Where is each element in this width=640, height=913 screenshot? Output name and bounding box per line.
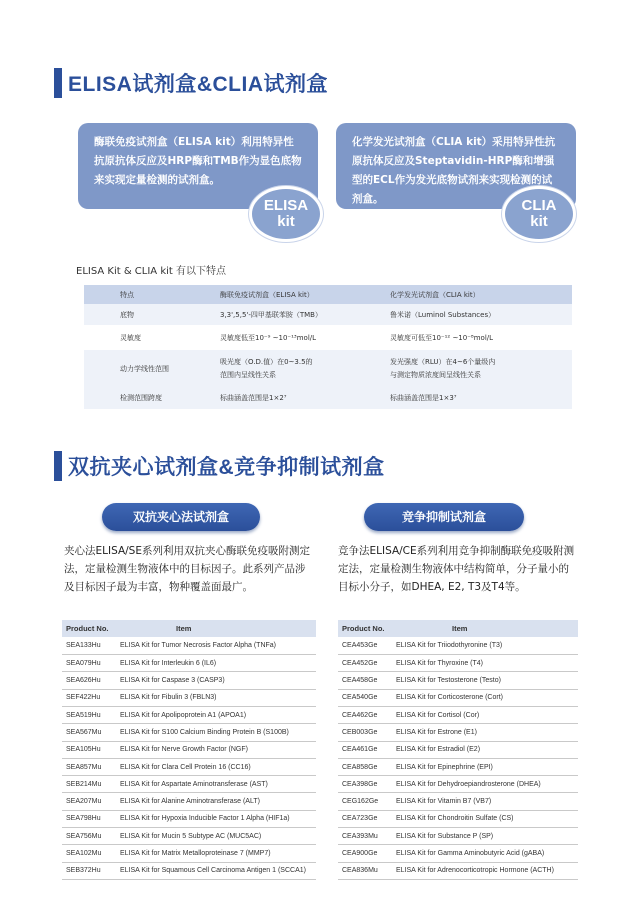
features-cell: 3,3',5,5'-四甲基联苯胺（TMB） xyxy=(220,310,322,319)
table-row xyxy=(338,845,578,862)
elisa-kit-badge xyxy=(249,186,323,242)
sandwich-product-table xyxy=(62,620,316,880)
product-no: SEA756Mu xyxy=(62,828,116,845)
product-no: SEA857Mu xyxy=(62,758,116,775)
section1-title-text: ELISA试剂盒&CLIA试剂盒 xyxy=(68,73,328,96)
features-cell: 检测范围跨度 xyxy=(120,394,162,402)
table-row xyxy=(62,862,316,879)
table-header-row xyxy=(62,620,316,637)
product-item: ELISA Kit for Apolipoprotein A1 (APOA1) xyxy=(116,706,316,723)
product-no-header: Product No. xyxy=(62,620,116,637)
table-row xyxy=(338,637,578,654)
product-no: SEA079Hu xyxy=(62,655,116,672)
product-item: ELISA Kit for Thyroxine (T4) xyxy=(392,655,578,672)
product-item: ELISA Kit for Gamma Aminobutyric Acid (gABA) xyxy=(392,845,578,862)
features-cell: 鲁米诺（Luminol Substances） xyxy=(390,310,496,319)
product-item: ELISA Kit for Hypoxia Inducible Factor 1 Alpha (HIF1a) xyxy=(116,810,316,827)
table-row xyxy=(62,793,316,810)
table-row xyxy=(338,758,578,775)
table-row xyxy=(338,672,578,689)
elisa-badge-line2: kit xyxy=(277,213,295,230)
item-header: Item xyxy=(116,620,316,637)
clia-badge-line1: CLIA xyxy=(521,197,557,214)
product-item: ELISA Kit for Nerve Growth Factor (NGF) xyxy=(116,741,316,758)
table-row xyxy=(338,655,578,672)
table-row xyxy=(338,741,578,758)
features-header-row xyxy=(84,285,572,304)
product-item: ELISA Kit for Testosterone (Testo) xyxy=(392,672,578,689)
table-row xyxy=(62,689,316,706)
features-cell: 灵敏度 xyxy=(120,333,141,342)
product-item: ELISA Kit for Chondroitin Sulfate (CS) xyxy=(392,810,578,827)
product-item: ELISA Kit for Epinephrine (EPI) xyxy=(392,758,578,775)
competitive-pill: 竞争抑制试剂盒 xyxy=(364,503,524,531)
section1-title xyxy=(54,68,328,98)
product-item: ELISA Kit for S100 Calcium Binding Protein B (S100B) xyxy=(116,724,316,741)
product-no: CEA452Ge xyxy=(338,655,392,672)
product-item: ELISA Kit for Corticosterone (Cort) xyxy=(392,689,578,706)
features-header-cell: 酶联免疫试剂盒（ELISA kit） xyxy=(220,290,314,299)
product-item: ELISA Kit for Cortisol (Cor) xyxy=(392,706,578,723)
product-no: SEA105Hu xyxy=(62,741,116,758)
product-no: CEA858Ge xyxy=(338,758,392,775)
item-header: Item xyxy=(392,620,578,637)
product-no: SEA519Hu xyxy=(62,706,116,723)
table-row xyxy=(338,724,578,741)
clia-kit-badge xyxy=(502,186,576,242)
features-cell: 吸光度（O.D.值）在0~3.5的 范围内呈线性关系 xyxy=(220,357,313,379)
table-row xyxy=(338,862,578,879)
features-header-cell: 化学发光试剂盒（CLIA kit） xyxy=(390,290,480,299)
table-row xyxy=(62,672,316,689)
product-no: SEA798Hu xyxy=(62,810,116,827)
table-row xyxy=(62,637,316,654)
clia-badge-line2: kit xyxy=(530,213,548,230)
sandwich-description: 夹心法ELISA/SE系列利用双抗夹心酶联免疫吸附测定法，定量检测生物液体中的目标因子。此系列产品涉及目标因子最为丰富，物种覆盖面最广。 xyxy=(64,545,310,593)
product-no: CEA453Ge xyxy=(338,637,392,654)
product-no: CEA398Ge xyxy=(338,776,392,793)
table-row xyxy=(62,758,316,775)
product-item: ELISA Kit for Substance P (SP) xyxy=(392,828,578,845)
product-no: SEF422Hu xyxy=(62,689,116,706)
product-no: CEA458Ge xyxy=(338,672,392,689)
features-row xyxy=(84,350,572,387)
features-cell: 灵敏度低至10⁻⁹ ~10⁻¹³mol/L xyxy=(220,333,317,342)
product-item: ELISA Kit for Caspase 3 (CASP3) xyxy=(116,672,316,689)
table-row xyxy=(62,845,316,862)
features-heading: ELISA Kit & CLIA kit 有以下特点 xyxy=(76,266,226,277)
product-item: ELISA Kit for Fibulin 3 (FBLN3) xyxy=(116,689,316,706)
features-cell: 发光强度（RLU）在4~6个量级内 与测定物质浓度间呈线性关系 xyxy=(390,357,496,379)
features-header-cell: 特点 xyxy=(120,290,134,299)
table-row xyxy=(62,724,316,741)
product-no: SEA133Hu xyxy=(62,637,116,654)
product-no: SEA102Mu xyxy=(62,845,116,862)
elisa-card-text: 酶联免疫试剂盒（ELISA kit）利用特异性抗原抗体反应及HRP酶和TMB作为显色底物来实现定量检测的试剂盒。 xyxy=(94,136,302,186)
product-no-header: Product No. xyxy=(338,620,392,637)
section2-title-bar xyxy=(54,451,62,481)
product-no: SEA567Mu xyxy=(62,724,116,741)
table-row xyxy=(62,706,316,723)
product-no: SEA626Hu xyxy=(62,672,116,689)
features-table xyxy=(84,285,572,409)
table-row xyxy=(338,689,578,706)
features-row xyxy=(84,304,572,325)
table-row xyxy=(62,655,316,672)
features-cell: 动力学线性范围 xyxy=(120,364,169,373)
product-item: ELISA Kit for Clara Cell Protein 16 (CC16) xyxy=(116,758,316,775)
features-row xyxy=(84,387,572,409)
product-item: ELISA Kit for Triiodothyronine (T3) xyxy=(392,637,578,654)
product-no: CEA462Ge xyxy=(338,706,392,723)
product-no: SEB214Mu xyxy=(62,776,116,793)
features-row xyxy=(84,325,572,350)
features-cell: 灵敏度可低至10⁻¹² ~10⁻⁸mol/L xyxy=(390,333,494,342)
table-row xyxy=(338,793,578,810)
product-no: CEA461Ge xyxy=(338,741,392,758)
product-item: ELISA Kit for Vitamin B7 (VB7) xyxy=(392,793,578,810)
table-row xyxy=(62,741,316,758)
section2-title xyxy=(54,451,385,481)
product-item: ELISA Kit for Mucin 5 Subtype AC (MUC5AC) xyxy=(116,828,316,845)
product-no: SEB372Hu xyxy=(62,862,116,879)
section1-title-bar xyxy=(54,68,62,98)
product-item: ELISA Kit for Squamous Cell Carcinoma Antigen 1 (SCCA1) xyxy=(116,862,316,879)
product-no: CEA836Mu xyxy=(338,862,392,879)
product-item: ELISA Kit for Alanine Aminotransferase (ALT) xyxy=(116,793,316,810)
section2-title-text: 双抗夹心试剂盒&竞争抑制试剂盒 xyxy=(68,456,385,479)
product-item: ELISA Kit for Matrix Metalloproteinase 7 (MMP7) xyxy=(116,845,316,862)
product-no: CEA540Ge xyxy=(338,689,392,706)
product-item: ELISA Kit for Interleukin 6 (IL6) xyxy=(116,655,316,672)
table-row xyxy=(62,810,316,827)
elisa-badge-line1: ELISA xyxy=(263,197,309,214)
product-no: CEA723Ge xyxy=(338,810,392,827)
product-item: ELISA Kit for Estrone (E1) xyxy=(392,724,578,741)
product-no: CEG162Ge xyxy=(338,793,392,810)
sandwich-pill: 双抗夹心法试剂盒 xyxy=(102,503,260,531)
product-item: ELISA Kit for Dehydroepiandrosterone (DHEA) xyxy=(392,776,578,793)
competitive-description: 竞争法ELISA/CE系列利用竞争抑制酶联免疫吸附测定法，定量检测生物液体中结构简单，分子量小的目标小分子，如DHEA, E2, T3及T4等。 xyxy=(338,545,575,593)
table-row xyxy=(338,776,578,793)
table-row xyxy=(338,706,578,723)
product-item: ELISA Kit for Tumor Necrosis Factor Alpha (TNFa) xyxy=(116,637,316,654)
table-row xyxy=(62,828,316,845)
product-item: ELISA Kit for Adrenocorticotropic Hormone (ACTH) xyxy=(392,862,578,879)
features-cell: 标曲涵盖范围是1×3⁷ xyxy=(390,394,457,402)
product-no: CEA393Mu xyxy=(338,828,392,845)
product-item: ELISA Kit for Estradiol (E2) xyxy=(392,741,578,758)
table-row xyxy=(62,776,316,793)
table-row xyxy=(338,810,578,827)
product-no: CEA900Ge xyxy=(338,845,392,862)
table-header-row xyxy=(338,620,578,637)
features-cell: 标曲涵盖范围是1×2⁷ xyxy=(220,394,287,402)
competitive-product-table xyxy=(338,620,578,880)
table-row xyxy=(338,828,578,845)
product-item: ELISA Kit for Aspartate Aminotransferase (AST) xyxy=(116,776,316,793)
features-cell: 底物 xyxy=(120,310,134,319)
clia-card-text: 化学发光试剂盒（CLIA kit）采用特异性抗原抗体反应及Steptavidin-HRP酶和增强型的ECL作为发光底物试剂来实现检测的试剂盒。 xyxy=(352,136,556,205)
product-no: SEA207Mu xyxy=(62,793,116,810)
product-no: CEB003Ge xyxy=(338,724,392,741)
